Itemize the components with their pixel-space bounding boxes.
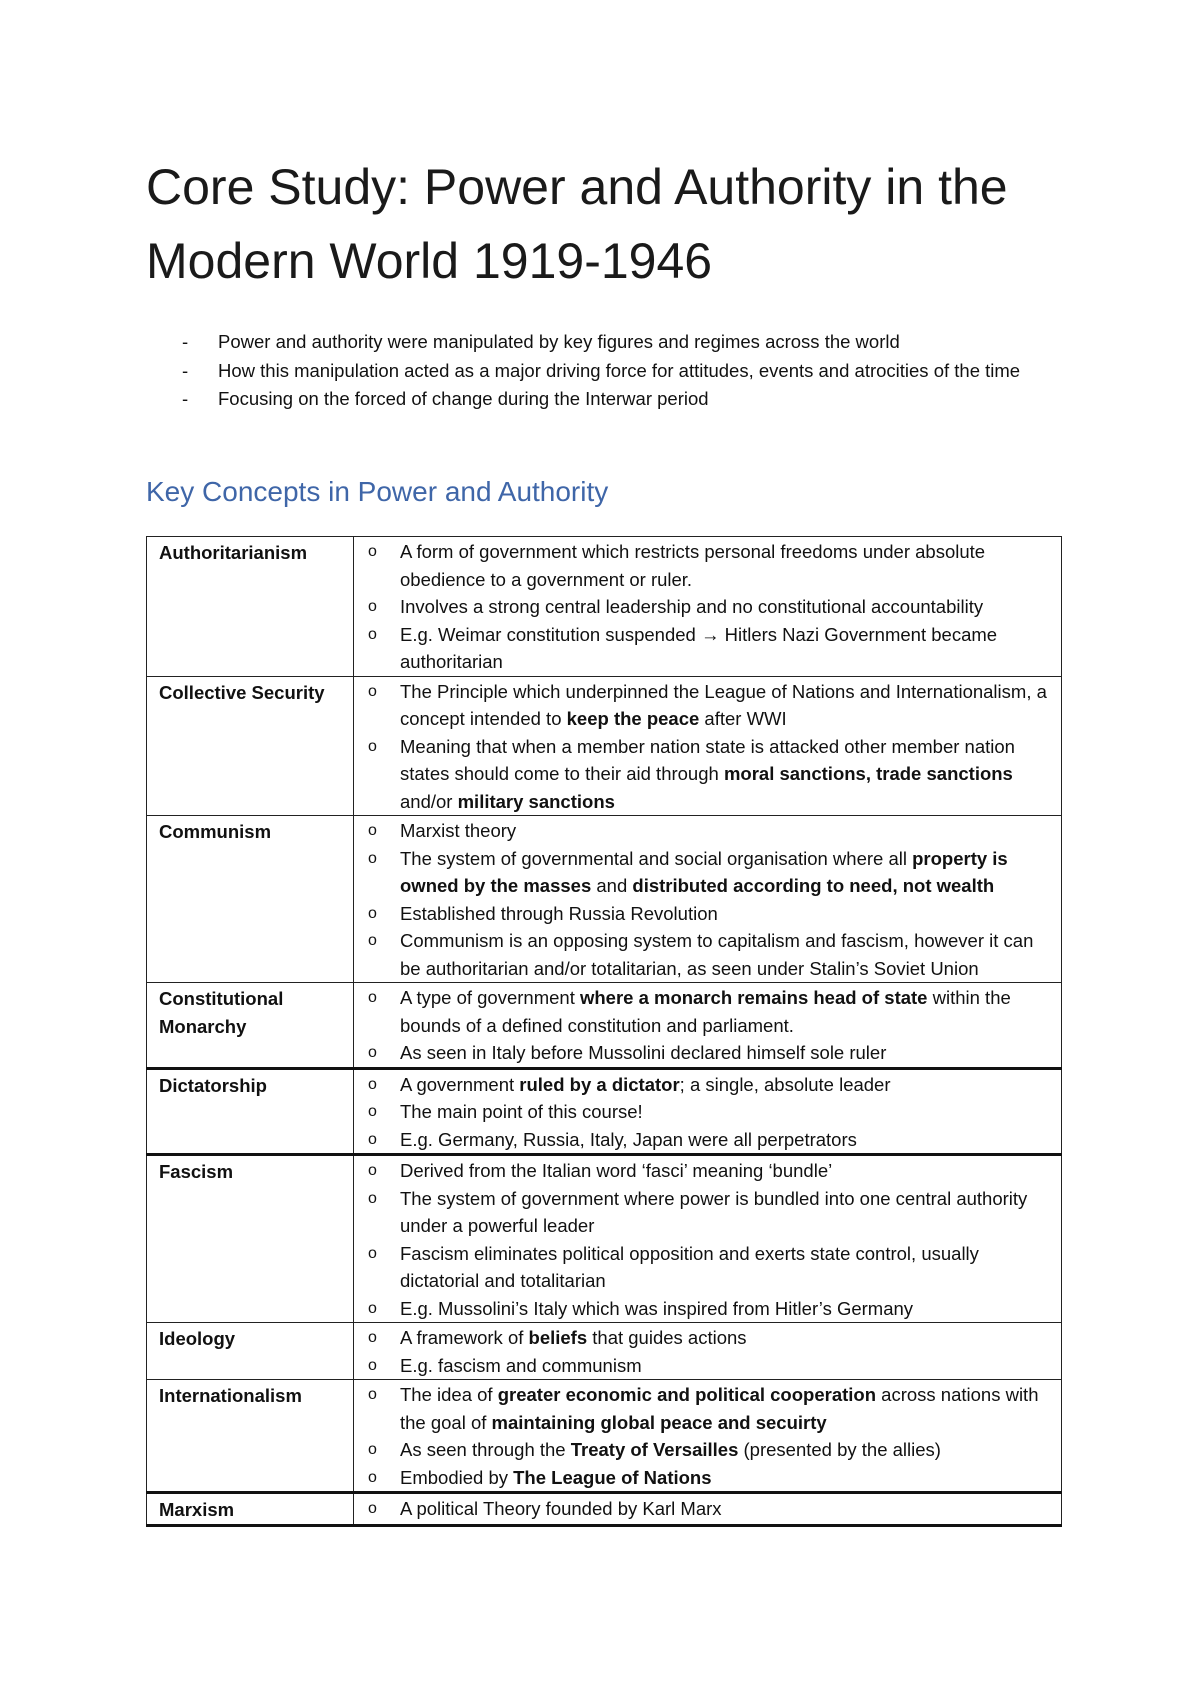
definition-text: A government (400, 1073, 520, 1095)
definition-text: Established through Russia Revolution (400, 902, 718, 924)
definition-item (354, 1185, 1053, 1240)
definition-bold-text: military sanctions (457, 790, 615, 812)
definition-item (354, 1464, 1053, 1492)
concept-row (147, 1155, 1062, 1323)
definition-list (354, 1071, 1053, 1154)
definition-bold-text: maintaining global peace and secuirty (491, 1411, 827, 1433)
definition-item (354, 1381, 1053, 1436)
circle-bullet-icon: o (368, 849, 377, 867)
definition-text: A political Theory founded by Karl Marx (400, 1498, 722, 1519)
definition-text: As seen through the (400, 1439, 571, 1460)
concept-definitions (354, 537, 1062, 677)
circle-bullet-icon: o (368, 543, 377, 560)
definition-text: and/or (400, 790, 458, 812)
concept-definitions (354, 1155, 1062, 1323)
intro-item (146, 328, 1066, 357)
definition-text: within the bounds of a defined constitution and parliament. (400, 987, 1011, 1036)
intro-text: Focusing on the forced of change during the Interwar period (218, 388, 709, 409)
concept-term: Collective Security (147, 676, 354, 816)
definition-bold-text: Treaty of Versailles (570, 1439, 739, 1460)
definition-text: Involves a strong central leadership and no constitutional accountability (400, 596, 984, 617)
definition-text: A framework of (400, 1327, 529, 1348)
definition-text: As seen in Italy before Mussolini declared himself sole ruler (400, 1042, 887, 1063)
circle-bullet-icon: o (368, 904, 377, 922)
definition-text: Embodied by (400, 1466, 514, 1488)
concept-term: Marxism (147, 1493, 354, 1526)
concept-row (147, 1493, 1062, 1526)
definition-item (354, 1324, 1053, 1352)
definition-list (354, 538, 1053, 676)
page-title: Core Study: Power and Authority in the Modern World 1919-1946 (146, 159, 1008, 289)
definition-item (354, 1495, 1053, 1523)
definition-item (354, 927, 1053, 982)
definition-bold-text: The League of Nations (513, 1466, 712, 1488)
definition-text: Meaning that when a member nation state is attacked other member nation states should come to their aid through (400, 735, 1015, 784)
definition-bold-text: beliefs (528, 1327, 588, 1348)
definition-item (354, 1039, 1053, 1067)
intro-text: Power and authority were manipulated by key figures and regimes across the world (218, 331, 900, 352)
definition-list (354, 1324, 1053, 1379)
definition-list (354, 1495, 1053, 1523)
definition-item (354, 1071, 1053, 1099)
definition-text: A type of government (400, 987, 580, 1008)
concept-term: Communism (147, 816, 354, 983)
definition-item (354, 733, 1053, 816)
definition-bold-text: greater economic and political cooperation (497, 1384, 877, 1405)
dash-bullet: - (182, 359, 189, 381)
definition-list (354, 678, 1053, 816)
definition-text: E.g. Weimar constitution suspended → Hitlers Nazi Government became authoritarian (400, 623, 998, 672)
concept-definitions (354, 1380, 1062, 1493)
circle-bullet-icon: o (368, 1189, 377, 1207)
concept-row (147, 1068, 1062, 1155)
dash-bullet: - (182, 331, 189, 352)
circle-bullet-icon: o (368, 1075, 377, 1093)
definition-text: (presented by the allies) (738, 1439, 941, 1460)
definition-text: across nations with the goal of (400, 1384, 1039, 1433)
concept-term: Internationalism (147, 1380, 354, 1493)
concept-definitions (354, 676, 1062, 816)
definition-bold-text: property is owned by the masses (400, 847, 1008, 896)
circle-bullet-icon: o (368, 1130, 377, 1148)
definition-item (354, 1295, 1053, 1323)
definition-item (354, 984, 1053, 1039)
concept-definitions (354, 1323, 1062, 1380)
definition-item (354, 1157, 1053, 1185)
circle-bullet-icon: o (368, 1468, 377, 1486)
definition-text: Marxist theory (400, 820, 517, 841)
definition-item (354, 1352, 1053, 1380)
definition-text: Fascism eliminates political opposition and exerts state control, usually dictatorial and totalitarian (400, 1242, 979, 1291)
concepts-table (146, 536, 1062, 1527)
definition-item (354, 900, 1053, 928)
definition-item (354, 1098, 1053, 1126)
definition-text: The idea of (400, 1384, 498, 1405)
definition-item (354, 593, 1053, 621)
circle-bullet-icon: o (368, 822, 377, 839)
intro-item (146, 385, 1066, 414)
definition-text: E.g. Germany, Russia, Italy, Japan were all perpetrators (400, 1128, 857, 1150)
definition-item (354, 538, 1053, 593)
definition-item (354, 1126, 1053, 1154)
definition-text: ; a single, absolute leader (679, 1073, 891, 1095)
definition-item (354, 678, 1053, 733)
definition-bold-text: moral sanctions, trade sanctions (723, 763, 1013, 784)
circle-bullet-icon: o (368, 1500, 377, 1517)
concept-definitions (354, 816, 1062, 983)
circle-bullet-icon: o (368, 1356, 377, 1374)
circle-bullet-icon: o (368, 1329, 377, 1346)
definition-text: The main point of this course! (400, 1101, 643, 1122)
concept-term: Dictatorship (147, 1068, 354, 1155)
circle-bullet-icon: o (368, 932, 377, 949)
intro-list (146, 328, 1066, 414)
concept-term: Authoritarianism (147, 537, 354, 677)
circle-bullet-icon: o (368, 1044, 377, 1061)
concept-row (147, 537, 1062, 677)
definition-text: Derived from the Italian word ‘fasci’ meaning ‘bundle’ (400, 1160, 833, 1181)
definition-bold-text: distributed according to need, not wealth (632, 875, 995, 896)
section-heading: Key Concepts in Power and Authority (146, 476, 609, 507)
concept-row (147, 1323, 1062, 1380)
circle-bullet-icon: o (368, 1103, 377, 1120)
circle-bullet-icon: o (368, 1386, 377, 1403)
circle-bullet-icon: o (368, 682, 377, 700)
concept-definitions (354, 983, 1062, 1069)
concept-row (147, 676, 1062, 816)
definition-item (354, 845, 1053, 900)
dash-bullet: - (182, 388, 189, 409)
definition-bold-text: ruled by a dictator (519, 1073, 680, 1095)
circle-bullet-icon: o (368, 625, 377, 643)
concept-term: Constitutional Monarchy (147, 983, 354, 1069)
circle-bullet-icon: o (368, 1162, 377, 1179)
definition-text: A form of government which restricts personal freedoms under absolute obedience to a government or ruler. (400, 541, 986, 590)
circle-bullet-icon: o (368, 598, 377, 615)
concept-row (147, 1380, 1062, 1493)
definition-list (354, 1381, 1053, 1491)
concept-row (147, 816, 1062, 983)
definition-text: that guides actions (587, 1327, 747, 1348)
concept-term: Ideology (147, 1323, 354, 1380)
definition-text: The Principle which underpinned the League of Nations and Internationalism, a concept intended to (400, 680, 1047, 729)
definition-text: after WWI (699, 708, 787, 729)
circle-bullet-icon: o (368, 1299, 377, 1317)
definition-text: Communism is an opposing system to capitalism and fascism, however it can be authoritarian and/or totalitarian, as seen under Stalin’s Soviet Union (400, 930, 1034, 979)
definition-text: E.g. fascism and communism (400, 1354, 642, 1376)
circle-bullet-icon: o (368, 1244, 377, 1262)
definition-text: and (591, 875, 633, 896)
concept-definitions (354, 1493, 1062, 1526)
definition-text: The system of government where power is bundled into one central authority under a powerful leader (400, 1187, 1028, 1236)
definition-bold-text: where a monarch remains head of state (579, 987, 928, 1008)
definition-text: E.g. Mussolini’s Italy which was inspired from Hitler’s Germany (400, 1297, 914, 1319)
definition-list (354, 984, 1053, 1067)
definition-text: The system of governmental and social organisation where all (400, 847, 913, 869)
intro-item (146, 357, 1066, 386)
circle-bullet-icon: o (368, 989, 377, 1006)
definition-item (354, 1436, 1053, 1464)
circle-bullet-icon: o (368, 737, 377, 755)
definition-bold-text: keep the peace (566, 708, 700, 729)
concept-row (147, 983, 1062, 1069)
definition-item (354, 621, 1053, 676)
definition-list (354, 817, 1053, 982)
concept-term: Fascism (147, 1155, 354, 1323)
definition-item (354, 1240, 1053, 1295)
intro-text: How this manipulation acted as a major driving force for attitudes, events and atrocities of the time (218, 359, 1021, 381)
circle-bullet-icon: o (368, 1441, 377, 1458)
definition-item (354, 817, 1053, 845)
concept-definitions (354, 1068, 1062, 1155)
definition-list (354, 1157, 1053, 1322)
